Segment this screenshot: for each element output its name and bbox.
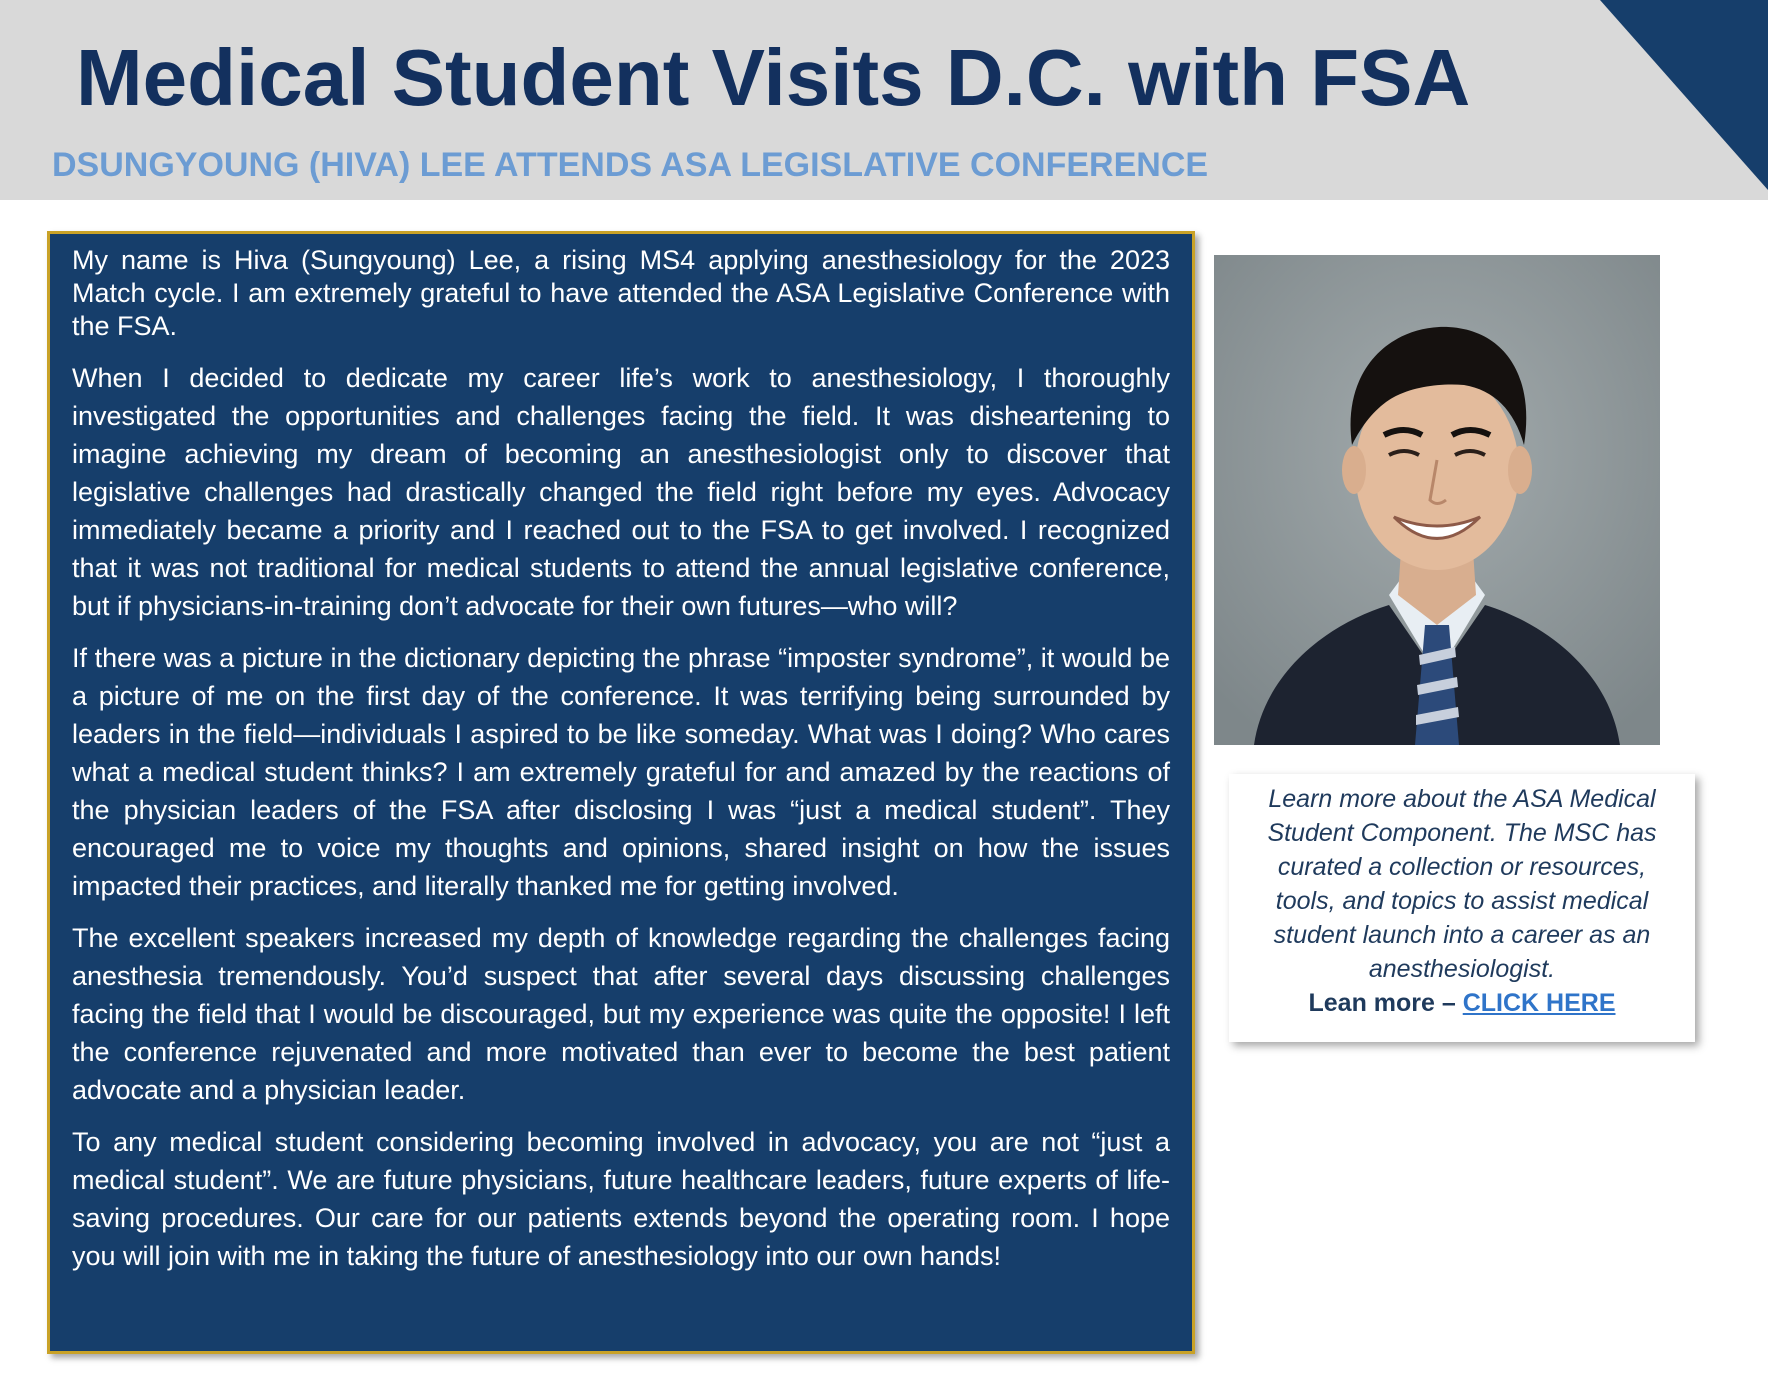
article-paragraph-2: When I decided to dedicate my career life’s work to anesthesiology, I thoroughly investigated the opportunities and challenges facing the field. It was disheartening to imagine achieving my dream of becoming an anesthesiologist only to discover that legislative challenges had drastically changed the field right before my eyes. Advocacy immediately became a priority and I reached out to the FSA to get involved. I recognized that it was not traditional for medical students to attend the annual legislative conference, but if physicians-in-training don’t advocate for their own futures—who will? [72, 363, 1170, 621]
author-portrait-photo [1214, 255, 1660, 745]
click-here-link[interactable]: CLICK HERE [1462, 989, 1616, 1017]
page-title: Medical Student Visits D.C. with FSA [76, 33, 1471, 122]
msc-info-text: Learn more about the ASA Medical Student Component. The MSC has curated a collection or resources, tools, and topics to assist medical student launch into a career as an anesthesiologist. [1267, 785, 1657, 983]
learn-more-line [1245, 986, 1679, 1020]
article-paragraph-3: If there was a picture in the dictionary depicting the phrase “imposter syndrome”, it would be a picture of me on the first day of the conference. It was terrifying being surrounded by leaders in the field—individuals I aspired to be like someday. What was I doing? Who cares what a medical student thinks? I am extremely grateful for and amazed by the reactions of the physician leaders of the FSA after disclosing I was “just a medical student”. They encouraged me to voice my thoughts and opinions, shared insight on how the issues impacted their practices, and literally thanked me for getting involved. [72, 643, 1170, 901]
learn-more-label: Lean more – [1308, 989, 1463, 1017]
article-box [47, 231, 1195, 1354]
page-subtitle: DSUNGYOUNG (HIVA) LEE ATTENDS ASA LEGISLATIVE CONFERENCE [52, 146, 1209, 184]
header-corner-triangle [1600, 0, 1768, 190]
article-paragraph-1: My name is Hiva (Sungyoung) Lee, a rising MS4 applying anesthesiology for the 2023 Match cycle. I am extremely grateful to have attended the ASA Legislative Conference with the FSA. [72, 245, 1170, 341]
msc-info-card [1229, 774, 1695, 1042]
article-paragraph-5: To any medical student considering becoming involved in advocacy, you are not “just a medical student”. We are future physicians, future healthcare leaders, future experts of life-saving procedures. Our care for our patients extends beyond the operating room. I hope you will join with me in taking the future of anesthesiology into our own hands! [72, 1127, 1170, 1271]
article-paragraph-4: The excellent speakers increased my depth of knowledge regarding the challenges facing anesthesia tremendously. You’d suspect that after several days discussing challenges facing the field that I would be discouraged, but my experience was quite the opposite! I left the conference rejuvenated and more motivated than ever to become the best patient advocate and a physician leader. [72, 923, 1170, 1105]
